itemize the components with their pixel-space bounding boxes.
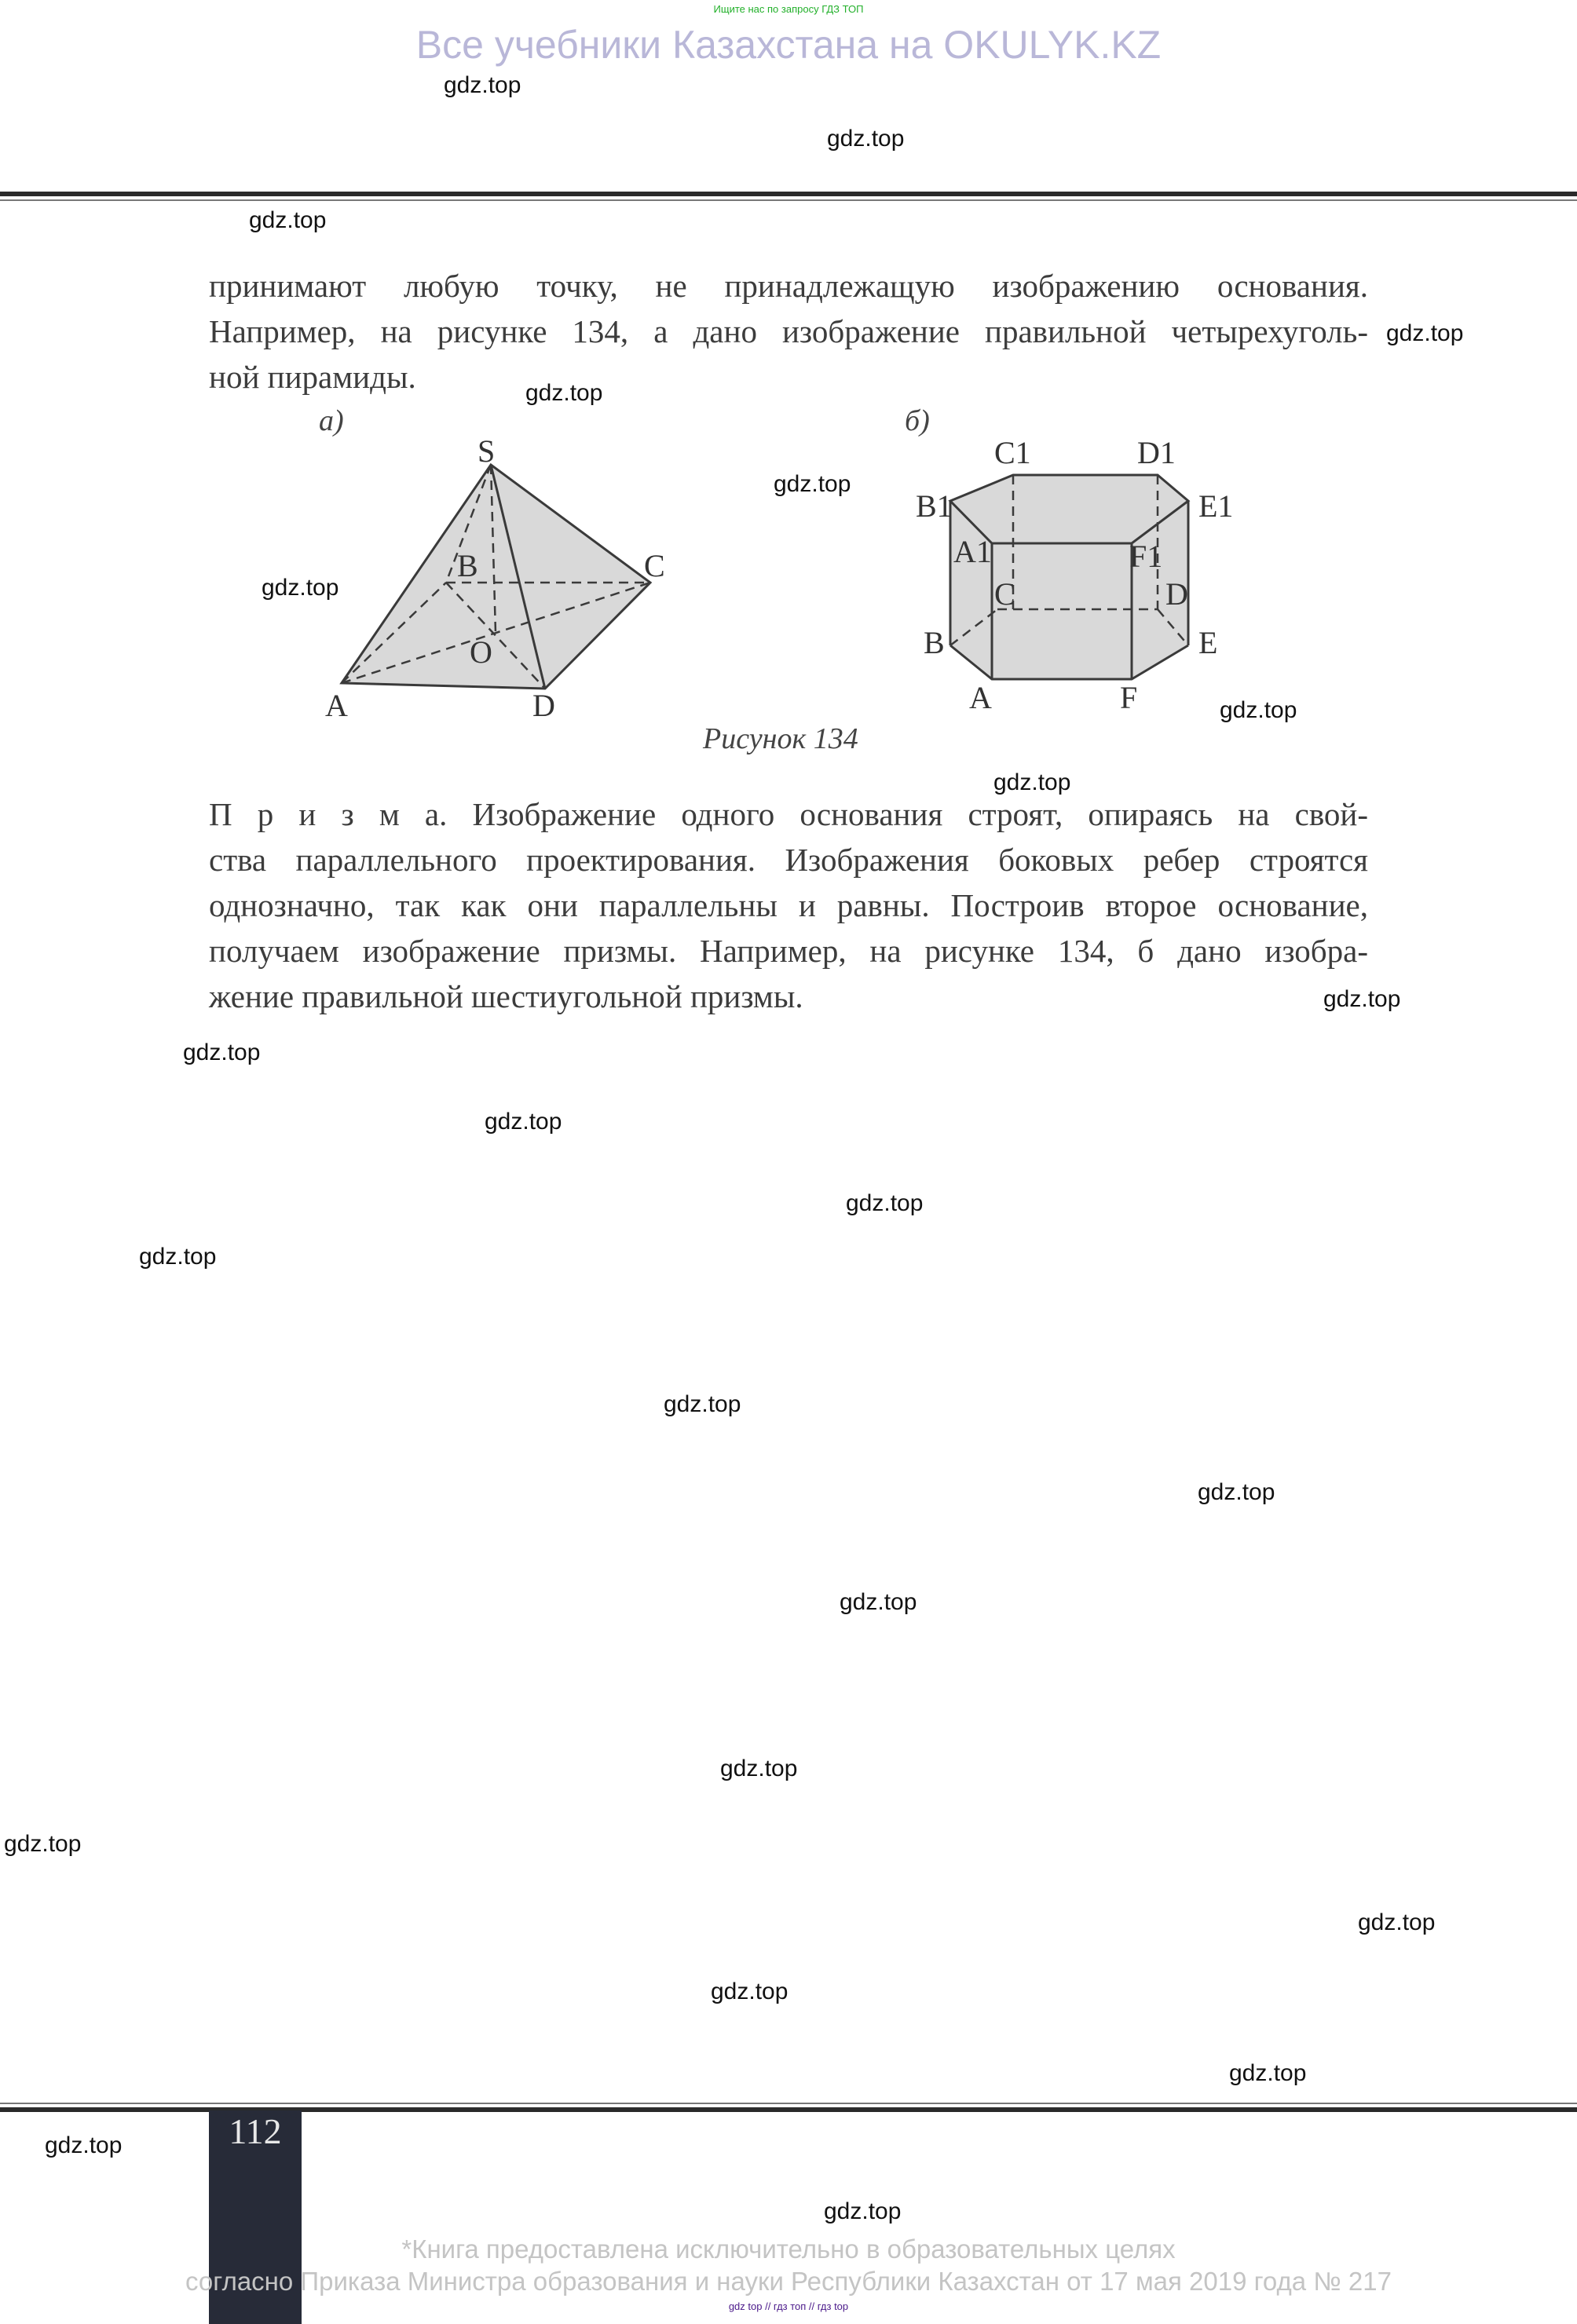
vertex-label: O xyxy=(470,634,492,670)
figure-134 xyxy=(298,408,1288,769)
vertex-label: D xyxy=(1165,576,1188,612)
watermark: gdz.top xyxy=(993,769,1071,795)
paragraph-2-line: однозначно, так как они параллельны и равны. Построив второе основание, xyxy=(209,887,1368,923)
figure-caption: Рисунок 134 xyxy=(703,722,858,755)
watermark: gdz.top xyxy=(1229,2060,1307,2086)
vertex-label: A xyxy=(325,688,348,723)
watermark: gdz.top xyxy=(664,1391,741,1417)
paragraph-2-line: П р и з м а. Изображение одного основания строят, опираясь на свой- xyxy=(209,796,1368,832)
vertex-label: D1 xyxy=(1137,435,1176,470)
paragraph-2 xyxy=(209,791,1368,1019)
watermark: gdz.top xyxy=(846,1190,924,1216)
watermark: gdz.top xyxy=(444,72,521,98)
paragraph-1-line: принимают любую точку, не принадлежащую изображению основания. xyxy=(209,268,1368,304)
watermark: gdz.top xyxy=(45,2132,123,2158)
footer-notice-line2: согласно Приказа Министра образования и науки Республики Казахстан от 17 мая 2019 года № 217 xyxy=(185,2267,1392,2296)
vertex-label: F1 xyxy=(1129,539,1163,574)
vertex-label: F xyxy=(1120,680,1138,715)
prism-label: б) xyxy=(905,408,930,437)
paragraph-2-line: получаем изображение призмы. Например, на рисунке 134, б дано изобра- xyxy=(209,933,1368,969)
watermark: gdz.top xyxy=(485,1109,562,1135)
site-title[interactable]: Все учебники Казахстана на OKULYK.KZ xyxy=(415,23,1162,67)
paragraph-2-line: жение правильной шестиугольной призмы. xyxy=(209,978,803,1014)
vertex-label: A1 xyxy=(953,534,992,569)
pyramid-label: а) xyxy=(319,408,344,437)
search-hint: Ищите нас по запросу ГДЗ ТОП xyxy=(713,3,864,15)
watermark: gdz.top xyxy=(262,575,339,601)
footer-notice-line1: *Книга предоставлена исключительно в образовательных целях xyxy=(401,2234,1176,2264)
watermark: gdz.top xyxy=(827,126,905,152)
vertex-label: A xyxy=(969,680,992,715)
prism-body xyxy=(950,475,1188,679)
watermark: gdz.top xyxy=(711,1979,788,2004)
watermark: gdz.top xyxy=(824,2198,902,2224)
paragraph-1 xyxy=(209,263,1368,400)
watermark: gdz.top xyxy=(249,207,327,233)
watermark: gdz.top xyxy=(139,1244,217,1270)
footer-links[interactable]: gdz top // гдз топ // гдз top xyxy=(728,2300,849,2312)
watermark: gdz.top xyxy=(1386,320,1464,346)
watermark: gdz.top xyxy=(1323,986,1401,1012)
watermark: gdz.top xyxy=(1358,1909,1436,1935)
watermark: gdz.top xyxy=(4,1831,82,1857)
page-number: 112 xyxy=(229,2111,282,2151)
watermark: gdz.top xyxy=(774,471,851,497)
pyramid-faces xyxy=(342,465,650,689)
watermark: gdz.top xyxy=(183,1040,261,1065)
vertex-label: S xyxy=(477,433,496,469)
paragraph-2-line: ства параллельного проектирования. Изображения боковых ребер строятся xyxy=(209,842,1368,878)
watermark: gdz.top xyxy=(840,1589,917,1615)
vertex-label: E1 xyxy=(1198,488,1234,524)
bottom-rule-thin xyxy=(0,2103,1577,2104)
watermark: gdz.top xyxy=(720,1756,798,1781)
vertex-label: B xyxy=(924,625,945,660)
paragraph-1-line: Например, на рисунке 134, а дано изображение правильной четырехуголь- xyxy=(209,313,1368,349)
vertex-label: D xyxy=(532,688,555,723)
top-rule xyxy=(0,192,1577,196)
top-rule-thin xyxy=(0,199,1577,201)
vertex-label: E xyxy=(1198,625,1218,660)
watermark: gdz.top xyxy=(1198,1479,1275,1505)
vertex-label: C xyxy=(644,548,665,583)
vertex-label: B1 xyxy=(916,488,953,524)
prism-figure xyxy=(905,408,1233,715)
pyramid-figure xyxy=(319,408,665,723)
watermark: gdz.top xyxy=(1220,697,1297,723)
watermark: gdz.top xyxy=(525,380,603,406)
vertex-label: C1 xyxy=(994,435,1031,470)
vertex-label: B xyxy=(457,548,478,583)
paragraph-1-line: ной пирамиды. xyxy=(209,359,416,395)
vertex-label: C xyxy=(994,576,1015,612)
